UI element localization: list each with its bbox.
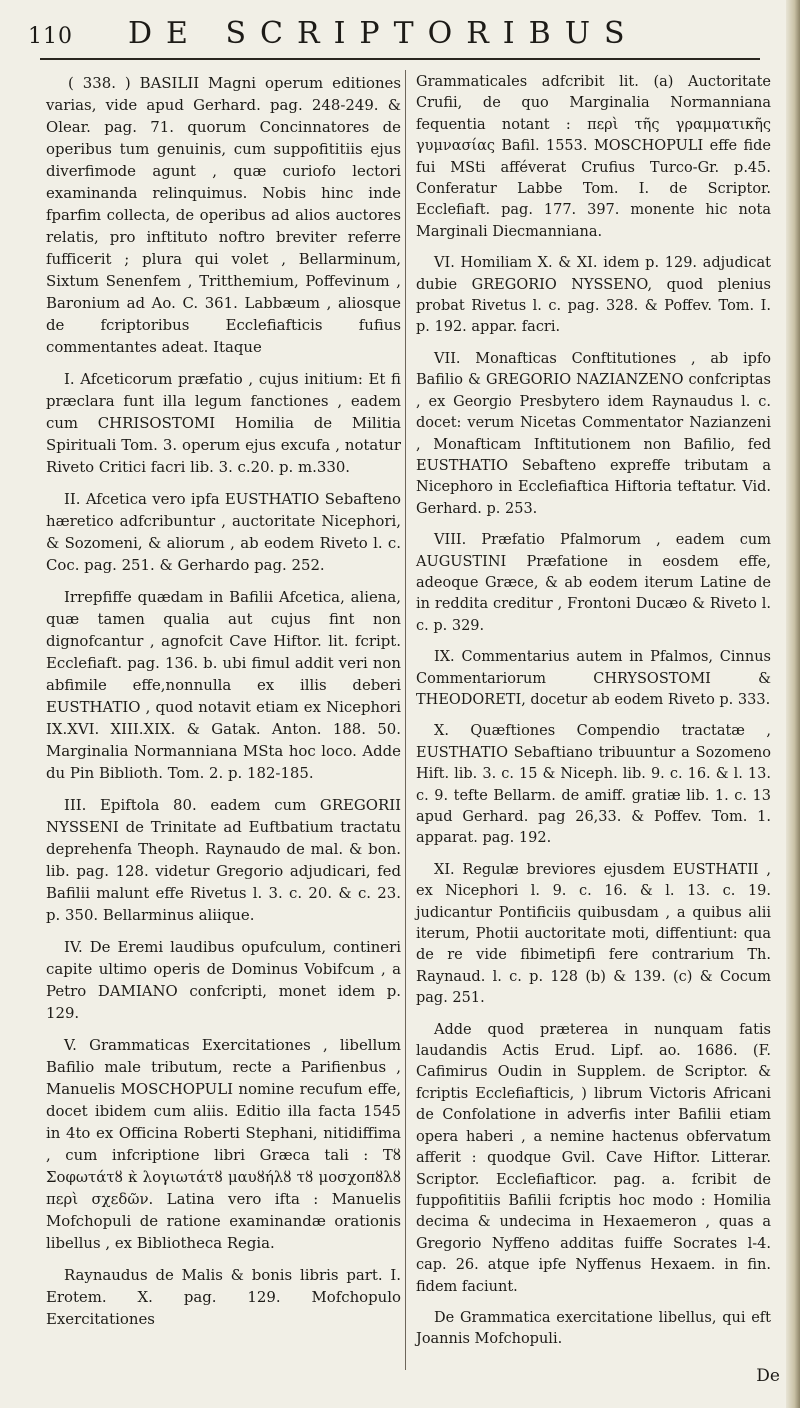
running-title: DE SCRIPTORIBUS (128, 16, 639, 51)
paragraph-adde: Adde quod præterea in nunquam fatis laudandis Actis Erud. Lipf. ao. 1686. (F. Cafimirus Oudin in Supplem. de Scriptor. & fcriptis Ecclefiafticis, ) librum Victoris Africani de Confolatione in adverfis inter Bafilii etiam opera haberi , a nemine hactenus obfervatum afferit : quodque Gvil. Cave Hiftor. Litterar. Scriptor. Ecclefiafticor. pag. a. fcribit de fuppofititiis Bafilii fcriptis hoc modo : Homilia decima & undecima in Hexaemeron , quas a Gregorio Nyffeno additas fuiffe Socrates l-4. cap. 26. atque ipfe Nyffenus Hexaem. in fin. fidem faciunt. (416, 1021, 771, 1295)
paragraph-item-5: V. Grammaticas Exercitationes , libellum Bafilio male tributum, recte a Parifienbus , Manuelis MOSCHOPULI nomine recufum effe, docet ibidem cum aliis. Editio illa facta 1545 in 4to ex Officina Roberti Stephani, nitidiffima , cum infcriptione libri Græca tali : Τȣ Σοφωτάτȣ κ̀ λογιωτάτȣ μαυȣήλȣ τȣ μοσχοπȣλȣ περὶ σχεδῶν. Latina vero ifta : Manuelis Mofchopuli de ratione examinandæ orationis libellus , ex Bibliotheca Regia. (46, 1036, 401, 1252)
paragraph-grammatica: De Grammatica exercitatione libellus, qui eft Joannis Mofchopuli. (416, 1309, 771, 1348)
paragraph-item-8: VIII. Præfatio Pfalmorum , eadem cum AUGUSTINI Præfatione in eosdem effe, adeoque Græce, & ab eodem iterum Latine de in reddita creditur , Frontoni Ducæo & Riveto l. c. p. 329. (416, 532, 771, 634)
paragraph-item-11: XI. Regulæ breviores ejusdem EUSTHATII , ex Nicephori l. 9. c. 16. & l. 13. c. 19. judicantur Pontificiis quibusdam , a quibus alii iterum, Photii auctoritate moti, diffentiunt: qua de re vide fibimetipfi fere contrarium Th. Raynaud. l. c. p. 128 (b) & 139. (c) & Cocum pag. 251. (416, 861, 771, 1007)
page-edge (786, 0, 800, 1408)
paragraph-irrepfiffe: Irrepfiffe quædam in Bafilii Afcetica, aliena, quæ tamen qualia aut cujus fint non dignofcantur , agnofcit Cave Hiftor. lit. fcript. Ecclefiaft. pag. 136. b. ubi fimul addit veri non abfimile effe,nonnulla ex illis deberi EUSTHATIO , quod notavit etiam ex Nicephori IX.XVI. XIII.XIX. & Gatak. Anton. 188. 50. Marginalia Normanniana MSta hoc loco. Adde du Pin Biblioth. Tom. 2. p. 182-185. (46, 588, 401, 782)
catchword: De (756, 1366, 780, 1386)
paragraph-continued: Grammaticales adfcribit lit. (a) Auctoritate Crufii, de quo Marginalia Normanniana fequentia notant : περὶ τῆς γραμματικῆς γυμνασίας Bafil. 1553. MOSCHOPULI effe fide fui MSti afféverat Crufius Turco-Gr. p.45. Conferatur Labbe Tom. I. de Scriptor. Ecclefiaft. pag. 177. 397. monente hic nota Marginali Diecmanniana. (416, 74, 771, 240)
paragraph-item-9: IX. Commentarius autem in Pfalmos, Cinnus Commentariorum CHRYSOSTOMI & THEODORETI, docetur ab eodem Riveto p. 333. (416, 649, 771, 708)
page-number: 110 (28, 24, 73, 49)
paragraph-item-6: VI. Homiliam X. & XI. idem p. 129. adjudicat dubie GREGORIO NYSSENO, quod plenius probat Rivetus l. c. pag. 328. & Poffev. Tom. I. p. 192. appar. facri. (416, 255, 771, 336)
paragraph-item-7: VII. Monafticas Conftitutiones , ab ipfo Bafilio & GREGORIO NAZIANZENO confcriptas , ex Georgio Presbytero idem Raynaudus l. c. docet: verum Nicetas Commentator Nazianzeni , Monafticam Inftitutionem non Bafilio, fed EUSTHATIO Sebafteno expreffe tributam a Nicephoro in Ecclefiaftica Hiftoria teftatur. Vid. Gerhard. p. 253. (416, 350, 771, 517)
page-header (18, 12, 788, 60)
header-rule (40, 58, 760, 60)
right-column (416, 72, 771, 1372)
paragraph-item-3: III. Epiftola 80. eadem cum GREGORII NYSSENI de Trinitate ad Euftbatium tractatu deprehenfa Theoph. Raynaudo de mal. & bon. lib. pag. 128. videtur Gregorio adjudicari, fed Bafilii malunt effe Rivetus l. 3. c. 20. & c. 23. p. 350. Bellarminus aliique. (46, 796, 401, 924)
left-column (46, 72, 401, 1372)
paragraph-item-1: I. Afceticorum præfatio , cujus initium: Et fi præclara funt illa legum fanctiones , eadem cum CHRISOSTOMI Homilia de Militia Spirituali Tom. 3. operum ejus excufa , notatur Riveto Critici facri lib. 3. c.20. p. m.330. (46, 370, 401, 476)
paragraph-item-10: X. Quæftiones Compendio tractatæ , EUSTHATIO Sebaftiano tribuuntur a Sozomeno Hift. lib. 3. c. 15 & Niceph. lib. 9. c. 16. & l. 13. c. 9. tefte Bellarm. de amiff. gratiæ lib. 1. c. 13 apud Gerhard. pag 26,33. & Poffev. Tom. 1. apparat. pag. 192. (416, 723, 771, 847)
paragraph-raynaudus: Raynaudus de Malis & bonis libris part. I. Erotem. X. pag. 129. Mofchopulo Exercitationes (46, 1266, 401, 1328)
paragraph-intro: ( 338. ) BASILII Magni operum editiones varias, vide apud Gerhard. pag. 248-249. & Olear. pag. 71. quorum Concinnatores de operibus tum genuinis, cum suppofititiis ejus diverfimode agunt , quæ curiofo lectori examinanda relinquimus. Nobis hinc inde fparfim collecta, de operibus ad alios auctores relatis, pro inftituto noftro breviter referre fufficerit ; plura qui volet , Bellarminum, Sixtum Senenfem , Tritthemium, Poffevinum , Baronium ad Ao. C. 361. Labbæum , aliosque de fcriptoribus Ecclefiafticis fufius commentantes adeat. Itaque (46, 74, 401, 356)
paragraph-item-4: IV. De Eremi laudibus opufculum, contineri capite ultimo operis de Dominus Vobifcum , a Petro DAMIANO confcripti, monet idem p. 129. (46, 938, 401, 1022)
paragraph-item-2: II. Afcetica vero ipfa EUSTHATIO Sebafteno hæretico adfcribuntur , auctoritate Nicephori, & Sozomeni, & aliorum , ab eodem Riveto l. c. Coc. pag. 251. & Gerhardo pag. 252. (46, 490, 401, 574)
column-divider (405, 70, 406, 1370)
